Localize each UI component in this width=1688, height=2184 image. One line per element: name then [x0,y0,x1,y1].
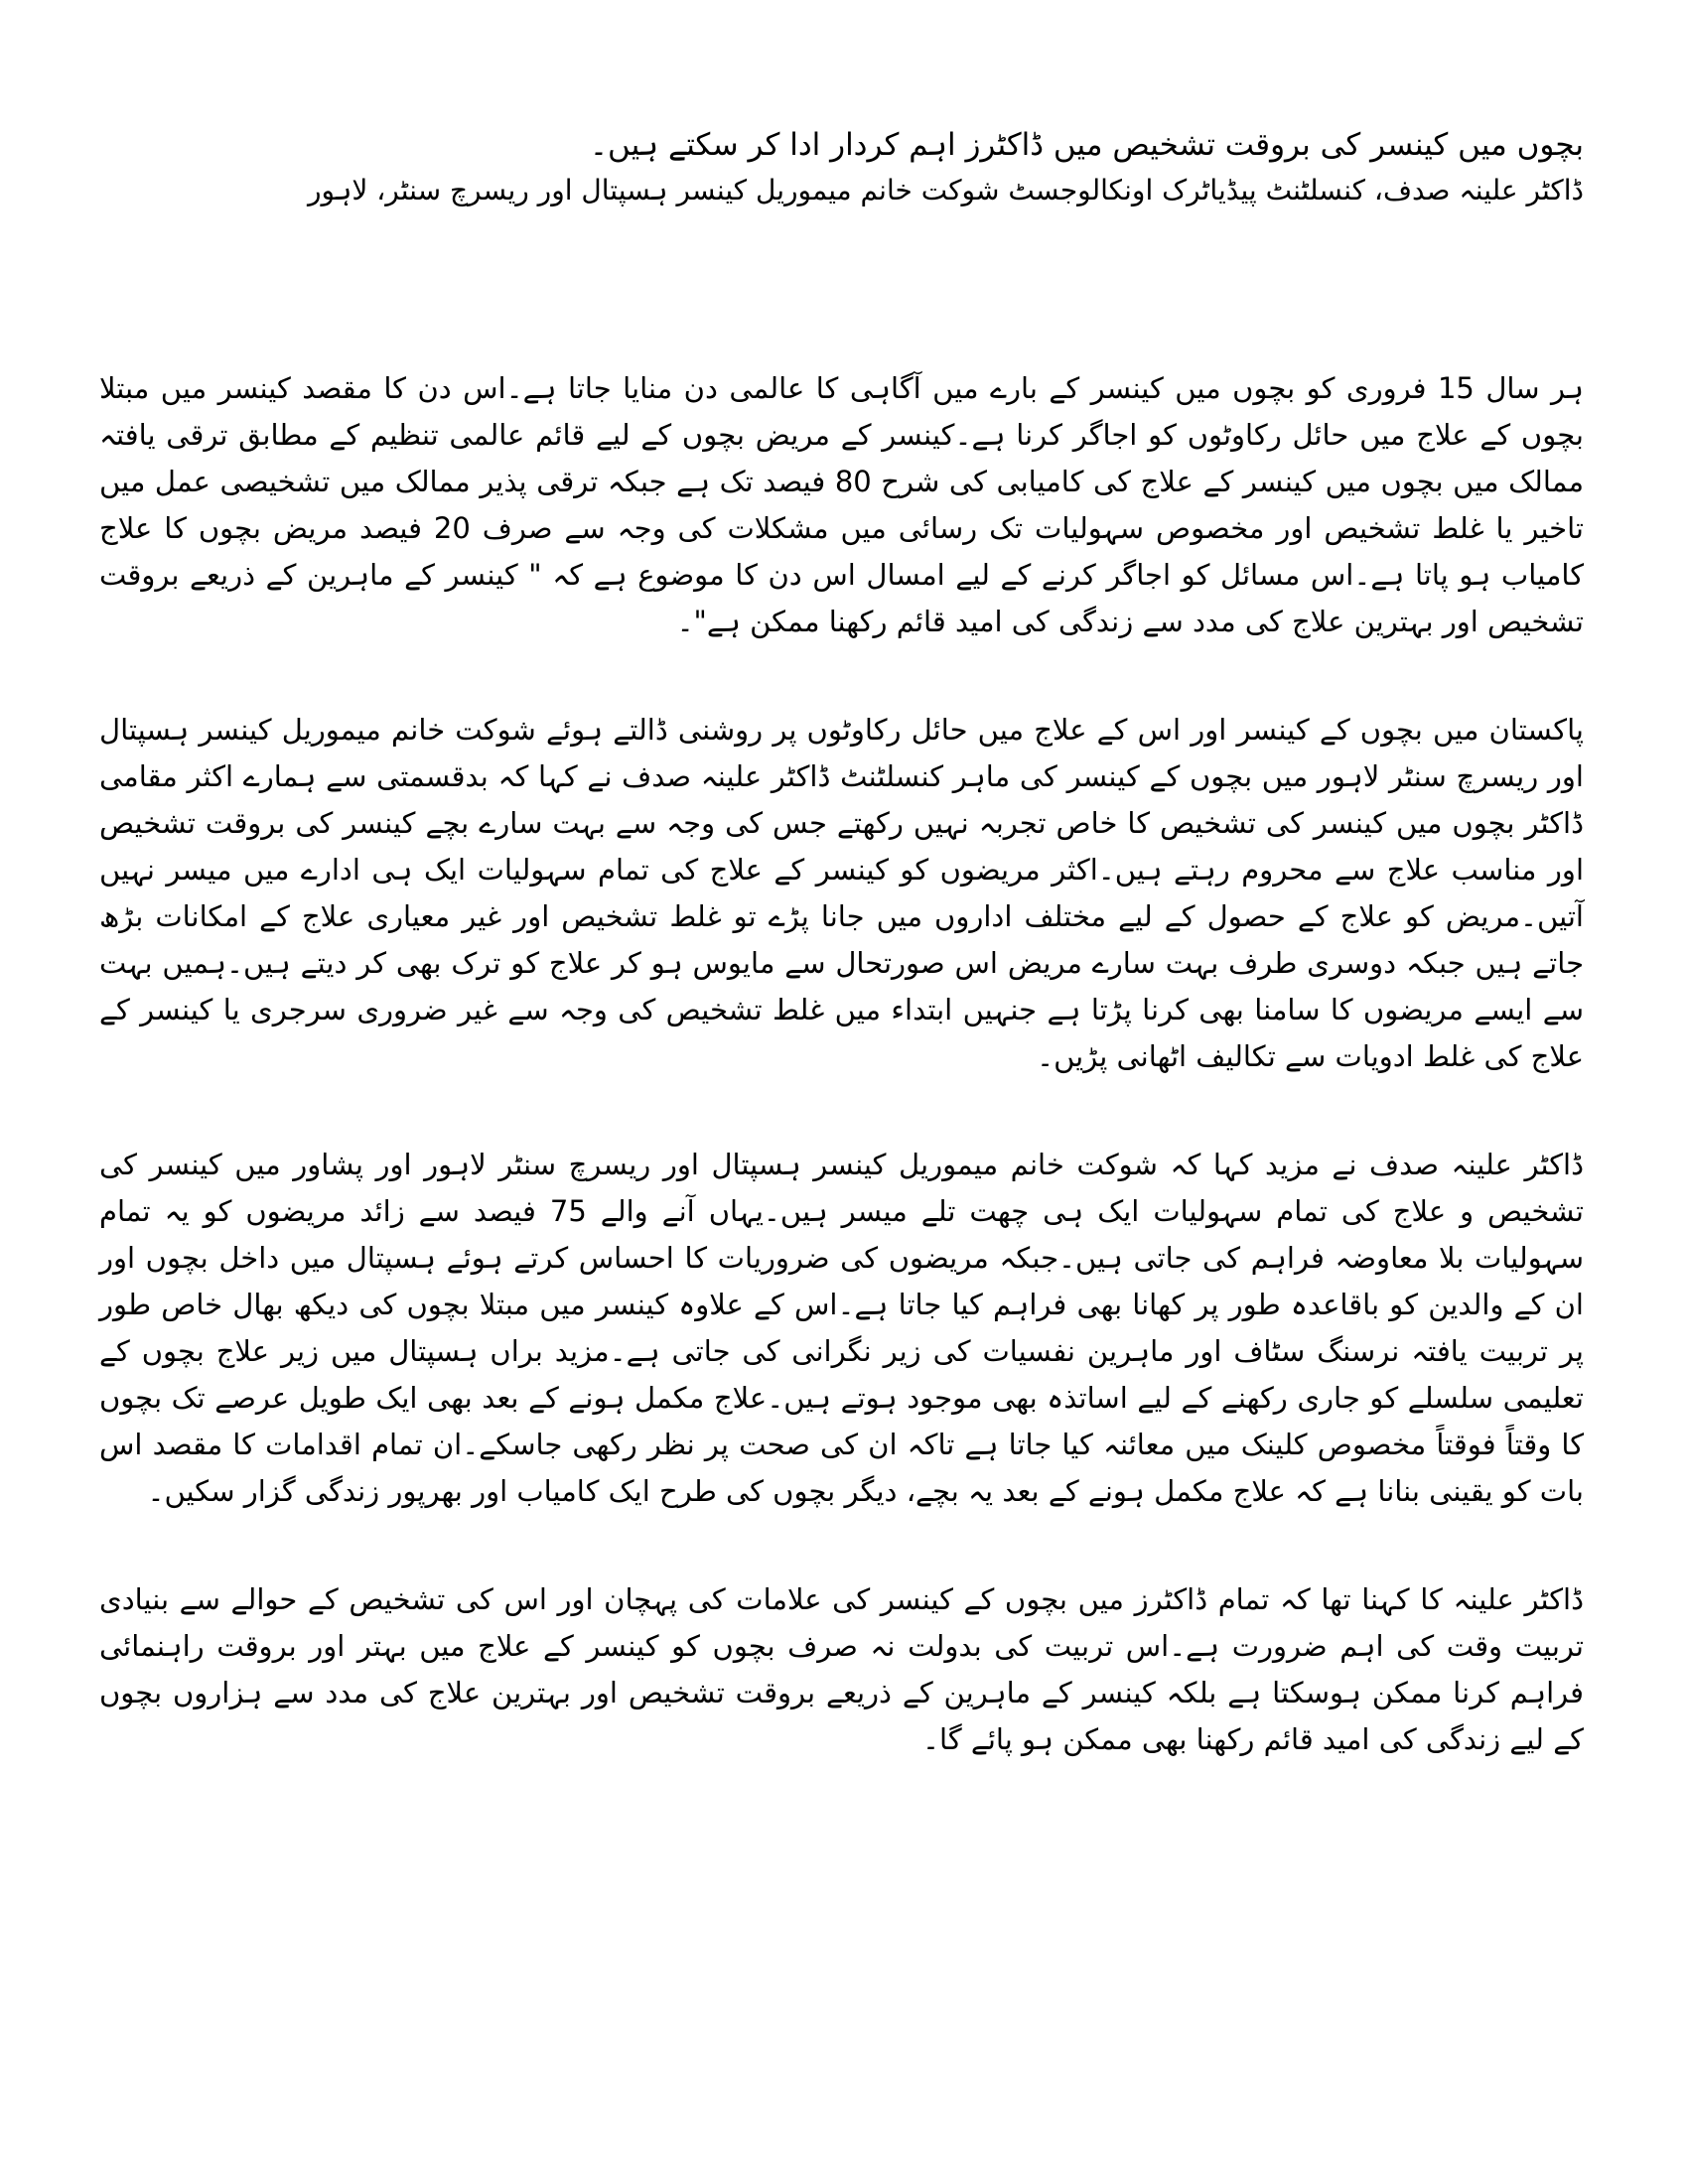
paragraph-2: پاکستان میں بچوں کے کینسر اور اس کے علاج میں حائل رکاوٹوں پر روشنی ڈالتے ہوئے شوکت خانم میموریل کینسر ہسپتال اور ریسرچ سنٹر لاہور میں بچوں کے کینسر کی ماہر کنسلٹنٹ ڈاکٹر علینہ صدف نے کہا کہ بدقسمتی سے ہمارے اکثر مقامی ڈاکٹر بچوں میں کینسر کی تشخیص کا خاص تجربہ نہیں رکھتے جس کی وجہ سے بہت سارے بچے کینسر کی بروقت تشخیص اور مناسب علاج سے محروم رہتے ہیں۔اکثر مریضوں کو کینسر کے علاج کی تمام سہولیات ایک ہی ادارے میں میسر نہیں آتیں۔مریض کو علاج کے حصول کے لیے مختلف اداروں میں جانا پڑے تو غلط تشخیص اور غیر معیاری علاج کے امکانات بڑھ جاتے ہیں جبکہ دوسری طرف بہت سارے مریض اس صورتحال سے مایوس ہو کر علاج کو ترک بھی کر دیتے ہیں۔ہمیں بہت سے ایسے مریضوں کا سامنا بھی کرنا پڑتا ہے جنہیں ابتداء میں غلط تشخیص کی وجہ سے غیر ضروری سرجری یا کینسر کے علاج کی غلط ادویات سے تکالیف اٹھانی پڑیں۔ [99,713,1584,1073]
article-title: بچوں میں کینسر کی بروقت تشخیص میں ڈاکٹرز اہم کردار ادا کر سکتے ہیں۔ [589,127,1584,163]
author-byline: ڈاکٹر علینہ صدف، کنسلٹنٹ پیڈیاٹرک اونکالوجسٹ شوکت خانم میموریل کینسر ہسپتال اور ریسرچ سنٹر، لاہور [307,174,1584,206]
paragraph-1: ہر سال 15 فروری کو بچوں میں کینسر کے بارے میں آگاہی کا عالمی دن منایا جاتا ہے۔اس دن کا مقصد کینسر میں مبتلا بچوں کے علاج میں حائل رکاوٹوں کو اجاگر کرنا ہے۔کینسر کے مریض بچوں کے لیے قائم عالمی تنظیم کے مطابق ترقی یافتہ ممالک میں بچوں میں کینسر کے علاج کی کامیابی کی شرح 80 فیصد تک ہے جبکہ ترقی پذیر ممالک میں تشخیصی عمل میں تاخیر یا غلط تشخیص اور مخصوص سہولیات تک رسائی میں مشکلات کی وجہ سے صرف 20 فیصد مریض بچوں کا علاج کامیاب ہو پاتا ہے۔اس مسائل کو اجاگر کرنے کے لیے امسال اس دن کا موضوع ہے کہ " کینسر کے ماہرین کے ذریعے بروقت تشخیص اور بہترین علاج کی مدد سے زندگی کی امید قائم رکھنا ممکن ہے"۔ [99,371,1585,638]
paragraph-4: ڈاکٹر علینہ کا کہنا تھا کہ تمام ڈاکٹرز میں بچوں کے کینسر کی علامات کی پہچان اور اس کی تشخیص کے حوالے سے بنیادی تربیت وقت کی اہم ضرورت ہے۔اس تربیت کی بدولت نہ صرف بچوں کو کینسر کے علاج میں بہتر اور بروقت راہنمائی فراہم کرنا ممکن ہوسکتا ہے بلکہ کینسر کے ماہرین کے ذریعے بروقت تشخیص اور بہترین علاج کی مدد سے ہزاروں بچوں کے لیے زندگی کی امید قائم رکھنا بھی ممکن ہو پائے گا۔ [99,1582,1584,1756]
paragraph-3: ڈاکٹر علینہ صدف نے مزید کہا کہ شوکت خانم میموریل کینسر ہسپتال اور ریسرچ سنٹر لاہور اور پشاور میں کینسر کی تشخیص و علاج کی تمام سہولیات ایک ہی چھت تلے میسر ہیں۔یہاں آنے والے 75 فیصد سے زائد مریضوں کو یہ تمام سہولیات بلا معاوضہ فراہم کی جاتی ہیں۔جبکہ مریضوں کی ضروریات کا احساس کرتے ہوئے ہسپتال میں داخل بچوں اور ان کے والدین کو باقاعدہ طور پر کھانا بھی فراہم کیا جاتا ہے۔اس کے علاوہ کینسر میں مبتلا بچوں کی دیکھ بھال خاص طور پر تربیت یافتہ نرسنگ سٹاف اور ماہرین نفسیات کی زیر نگرانی کی جاتی ہے۔مزید براں ہسپتال میں زیر علاج بچوں کے تعلیمی سلسلے کو جاری رکھنے کے لیے اساتذہ بھی موجود ہوتے ہیں۔علاج مکمل ہونے کے بعد بھی ایک طویل عرصے تک بچوں کا وقتاً فوقتاً مخصوص کلینک میں معائنہ کیا جاتا ہے تاکہ ان کی صحت پر نظر رکھی جاسکے۔ان تمام اقدامات کا مقصد اس بات کو یقینی بنانا ہے کہ علاج مکمل ہونے کے بعد یہ بچے، دیگر بچوں کی طرح ایک کامیاب اور بھرپور زندگی گزار سکیں۔ [99,1148,1584,1508]
